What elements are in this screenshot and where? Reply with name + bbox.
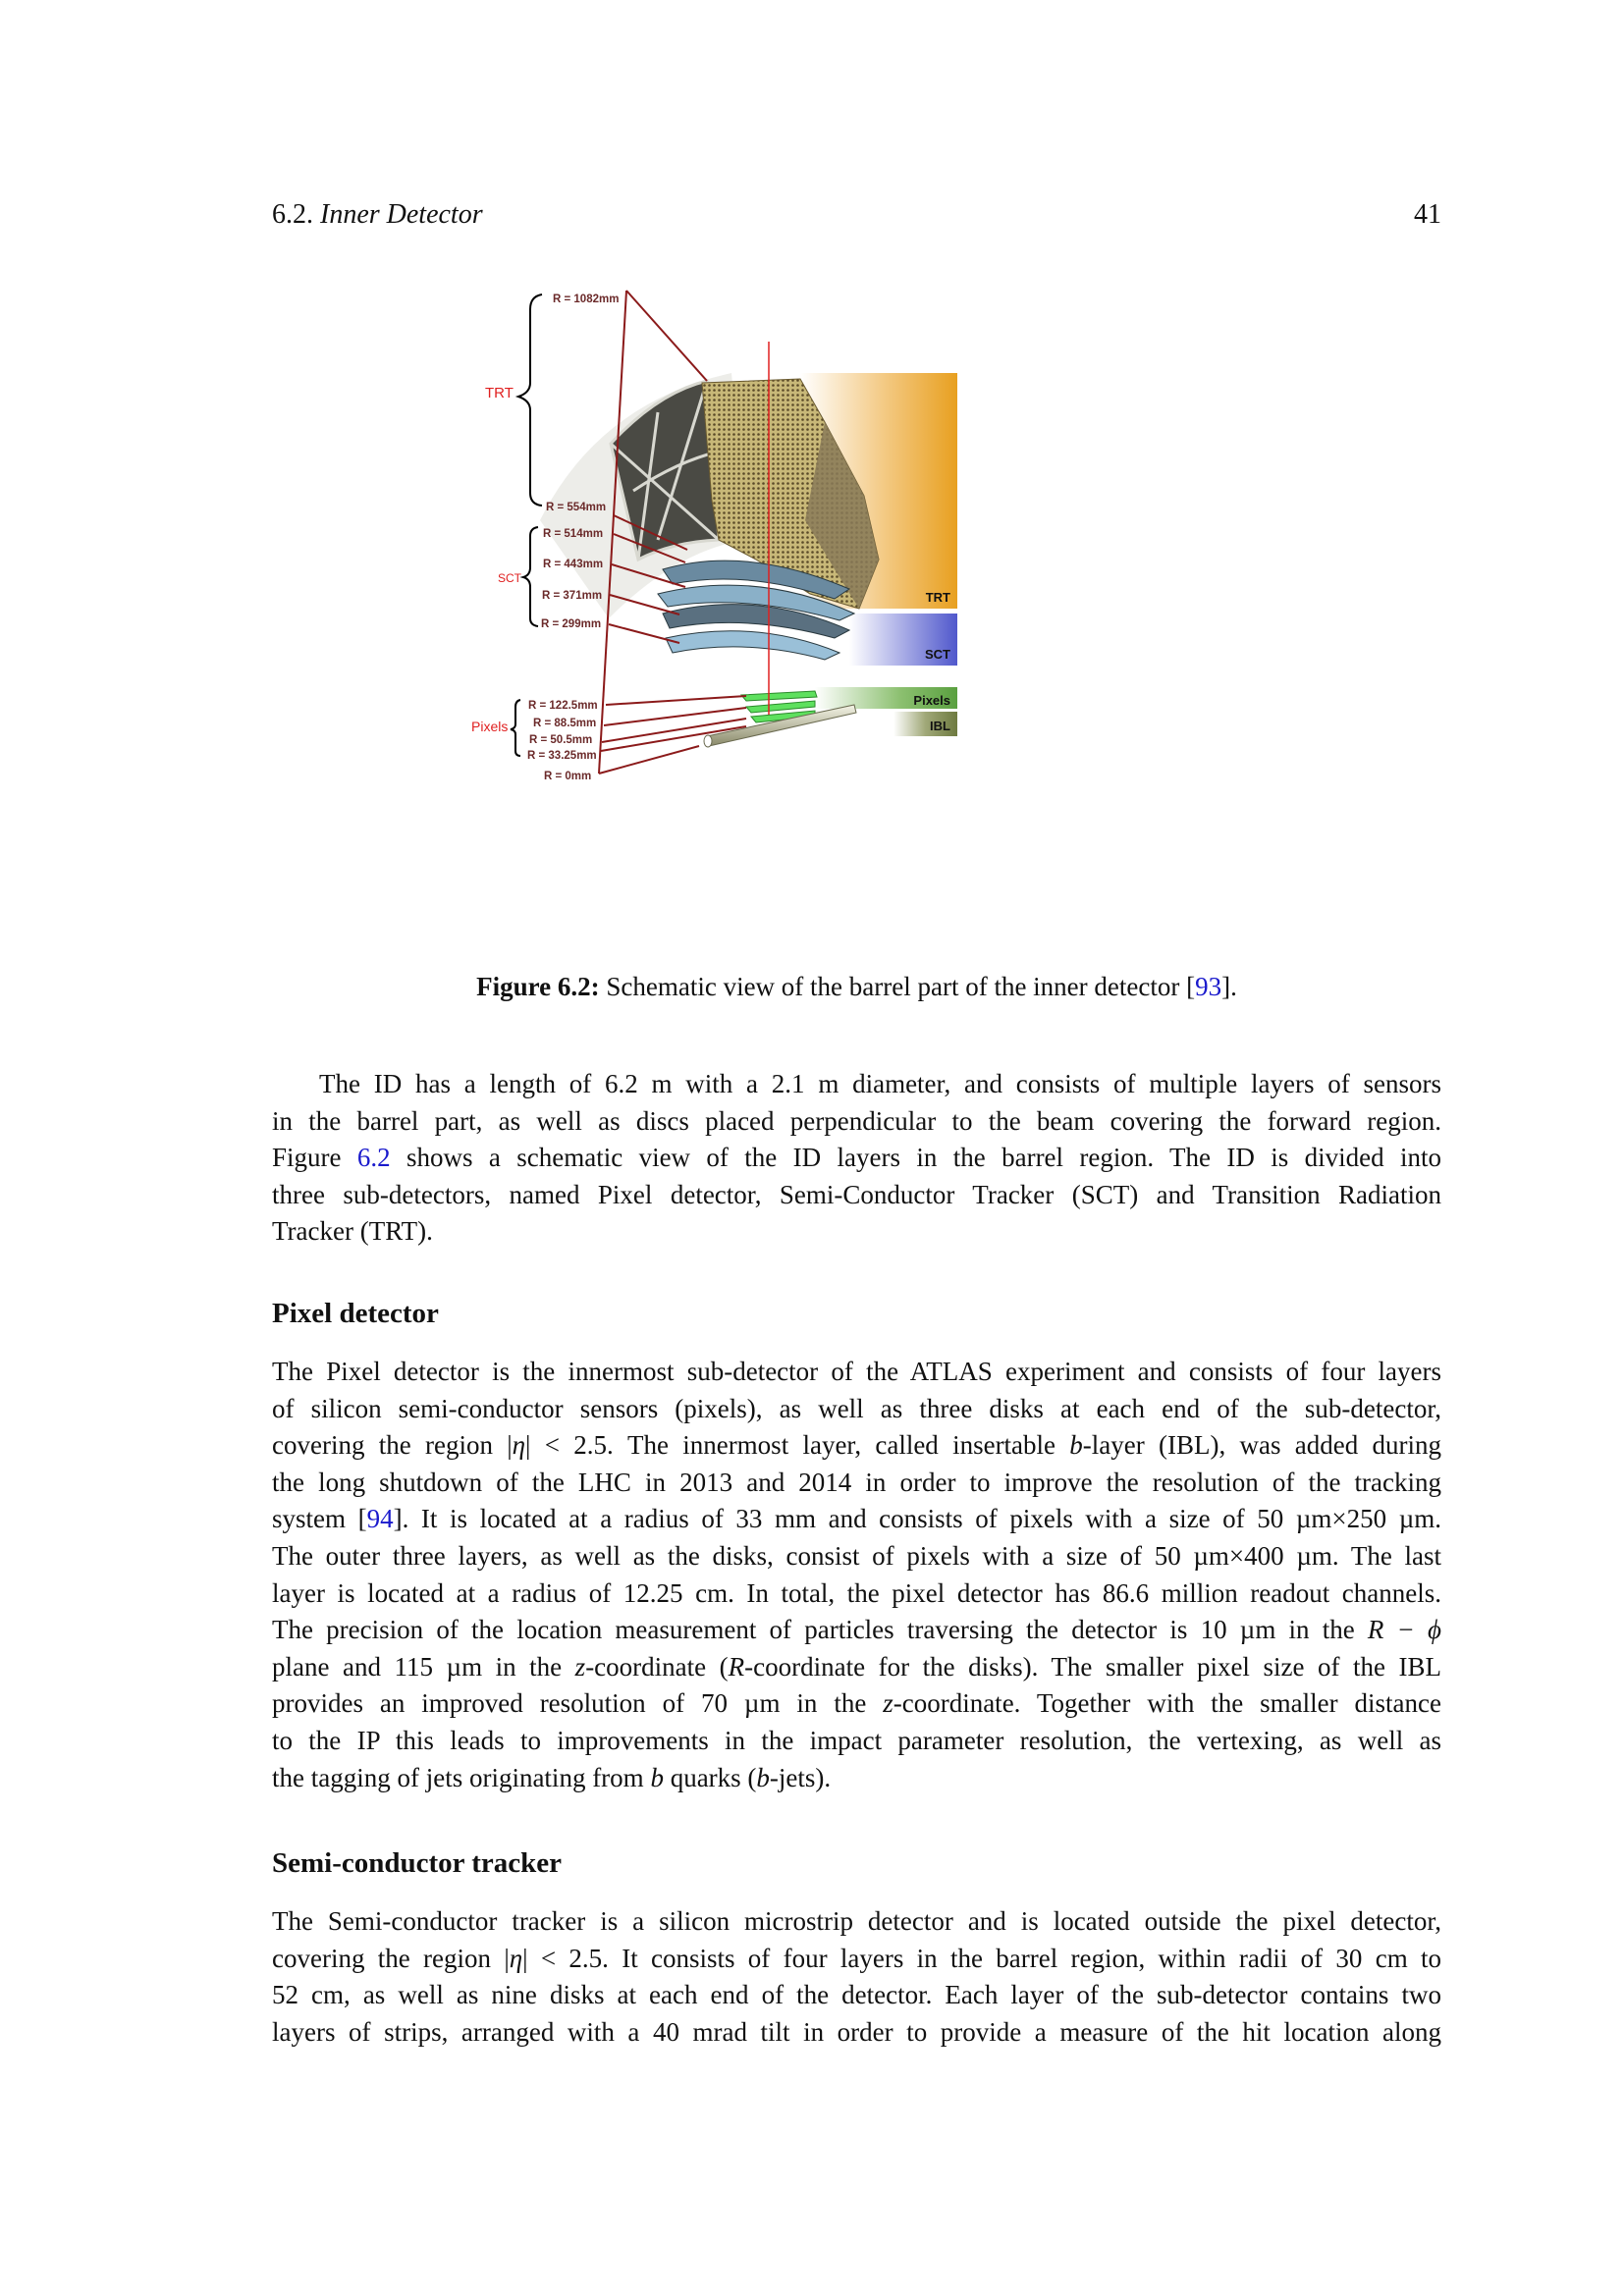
text-segment: | < 2.5. It consists of four layers in the barrel region, within radii of 30 cm to [522,1943,1442,1973]
citation-link[interactable]: 93 [1195,972,1222,1001]
text-line [272,1977,1441,2014]
text-segment: The Semi-conductor tracker is a silicon microstrip detector and is located outside the pixel detector, [272,1906,1441,1936]
text-segment: layers of strips, arranged with a 40 mrad tilt in order to provide a measure of the hit location along [272,2016,1441,2047]
text-line [272,1427,1441,1465]
paragraph-intro [272,1066,1441,1251]
radius-label: R = 33.25mm [527,750,597,762]
text-line [272,1685,1441,1723]
radius-label: R = 443mm [543,559,604,570]
text-segment: b [1069,1430,1083,1461]
text-segment: 52 cm, as well as nine disks at each end of the detector. Each layer of the sub-detector contains two [272,1980,1441,2010]
text-segment: R − ϕ [1367,1615,1441,1645]
text-segment: in the barrel part, as well as discs placed perpendicular to the beam covering the forward region. [272,1105,1441,1136]
text-segment: -coordinate. Together with the smaller distance [893,1688,1442,1719]
radius-label: R = 554mm [546,502,607,513]
text-segment: R [728,1651,745,1682]
text-segment: b [650,1762,664,1792]
sct-brace [523,527,538,626]
text-line [272,1903,1441,1941]
citation-link[interactable]: 6.2 [356,1143,391,1173]
section-number: 6.2. [272,199,313,230]
text-segment: shows a schematic view of the ID layers in the barrel region. The ID is divided into [390,1143,1441,1173]
radius-label: R = 1082mm [553,294,620,305]
radius-label: R = 514mm [543,528,604,540]
figure-caption [272,968,1441,1005]
citation-link[interactable]: 94 [366,1504,394,1534]
panel-label-sct: SCT [925,647,950,662]
text-segment: ]. [1221,972,1237,1001]
panel-label-pixels: Pixels [913,693,950,708]
text-segment: The ID has a length of 6.2 m with a 2.1 m diameter, and consists of multiple layers of sensors [319,1069,1441,1098]
text-line [272,1213,1441,1251]
text-segment: -coordinate ( [585,1651,729,1682]
text-segment: Tracker (TRT). [272,1216,433,1247]
group-label-trt: TRT [485,385,514,401]
text-segment: the long shutdown of the LHC in 2013 and 2014 in order to improve the resolution of the tracking [272,1467,1441,1497]
text-line [272,1941,1441,1978]
radius-label: R = 122.5mm [528,700,598,712]
paragraph-sct [272,1903,1441,2051]
text-line [272,2014,1441,2052]
radius-label: R = 88.5mm [533,718,597,729]
text-segment: of silicon semi-conductor sensors (pixels), as well as three disks at each end of the sub-detector, [272,1393,1441,1423]
text-line [272,1066,1441,1103]
text-segment: quarks ( [663,1762,757,1792]
text-line [272,1391,1441,1428]
paragraph-pixel-detector [272,1354,1441,1796]
beam-pipe [707,705,856,746]
text-line [272,1501,1441,1538]
text-segment: z [883,1688,893,1719]
text-segment: covering the region | [272,1430,513,1461]
text-segment: -coordinate for the disks). The smaller pixel size of the IBL [744,1651,1441,1682]
text-segment: The Pixel detector is the innermost sub-detector of the ATLAS experiment and consists of four layers [272,1357,1441,1386]
text-segment: system [ [272,1504,367,1534]
pixels-brace [511,700,520,756]
text-line [272,1649,1441,1686]
text-segment: the tagging of jets originating from [272,1762,651,1792]
radius-label: R = 371mm [542,590,603,602]
text-segment: -jets). [769,1762,832,1792]
text-segment: b [756,1762,770,1792]
text-line [272,1760,1441,1797]
text-segment: Figure [272,1143,357,1173]
text-segment: plane and 115 µm in the [272,1651,575,1682]
text-segment: three sub-detectors, named Pixel detector, Semi-Conductor Tracker (SCT) and Transition Radiation [272,1179,1441,1209]
text-line [272,1465,1441,1502]
radius-label: R = 50.5mm [529,734,593,746]
radius-label: R = 299mm [541,618,602,630]
group-label-pixels: Pixels [471,719,509,734]
text-segment: η [509,1943,523,1973]
text-segment: The precision of the location measurement of particles traversing the detector is 10 µm in the [272,1615,1368,1645]
text-segment: The outer three layers, as well as the disks, consist of pixels with a size of 50 µm×400 µm. The last [272,1540,1441,1571]
section-title: Inner Detector [320,199,483,230]
page-number: 41 [1414,199,1441,230]
heading-semi-conductor-tracker: Semi-conductor tracker [272,1847,563,1879]
text-line [272,1354,1441,1391]
text-segment: η [512,1430,526,1461]
panel-label-ibl: IBL [930,719,950,733]
text-line [272,1723,1441,1760]
text-segment: layer is located at a radius of 12.25 cm. In total, the pixel detector has 86.6 million readout channels. [272,1577,1441,1608]
text-segment: Figure 6.2: [476,972,600,1001]
heading-pixel-detector: Pixel detector [272,1298,439,1329]
panel-label-trt: TRT [925,590,950,605]
text-segment: Schematic view of the barrel part of the inner detector [ [599,972,1196,1001]
text-segment: -layer (IBL), was added during [1082,1430,1441,1461]
text-line [272,1103,1441,1141]
running-header [272,199,483,231]
text-line [272,1140,1441,1177]
text-line [272,1575,1441,1613]
group-label-sct: SCT [498,571,521,585]
text-segment: | < 2.5. The innermost layer, called insertable [525,1430,1070,1461]
figure-inner-detector-schematic [461,275,1247,942]
text-segment: covering the region | [272,1943,510,1973]
text-segment: to the IP this leads to improvements in the impact parameter resolution, the vertexing, as well as [272,1725,1441,1755]
text-line [272,1177,1441,1214]
text-line [272,1612,1441,1649]
text-segment: provides an improved resolution of 70 µm in the [272,1688,884,1719]
radius-label: R = 0mm [544,771,592,782]
text-segment: ]. It is located at a radius of 33 mm and consists of pixels with a size of 50 µm×250 µm. [393,1504,1442,1534]
text-line [272,1538,1441,1575]
text-segment: z [574,1651,586,1682]
trt-brace [518,294,542,506]
